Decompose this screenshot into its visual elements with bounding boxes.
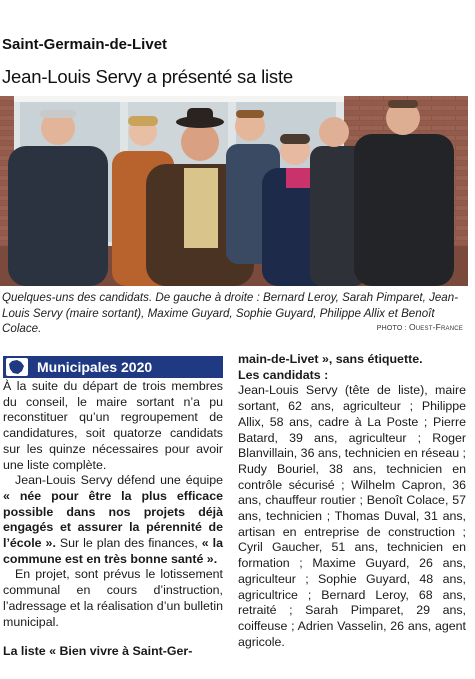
candidates-heading: Les candidats : xyxy=(238,367,329,382)
article-paragraph-1: À la suite du départ de trois membres du conseil, le maire sortant n’a pu reconstituer qu’un regroupement de candidatures, soit quatorze candidats sur les quinze nécessaires pour avoir une liste complète. xyxy=(3,379,223,472)
photo-credit xyxy=(377,322,463,332)
list-subheading-start: La liste « Bien vivre à Saint-Ger- xyxy=(3,644,193,659)
article-headline: Jean-Louis Servy a présenté sa liste xyxy=(2,66,294,87)
photo-caption: Quelques-uns des candidats. De gauche à droite : Bernard Leroy, Sarah Pimparet, Jean-Louis Servy (maire sortant), Maxime Guyard, Sophie Guyard, Philippe Allix et Benoît Colace. xyxy=(2,291,459,336)
article-paragraph-3: En projet, sont prévus le lotissement communal en cours d’instruction, l’adressage et la réalisation d’un bulletin municipal. xyxy=(3,567,223,629)
paragraph-2-middle: Sur le plan des finances, xyxy=(55,536,202,551)
article-column-left xyxy=(3,379,223,660)
article-column-right xyxy=(238,352,466,650)
article-location-kicker: Saint-Germain-de-Livet xyxy=(2,36,168,53)
list-subheading-continuation: main-de-Livet », sans étiquette. xyxy=(238,352,423,366)
photo-credit-label: PHOTO : xyxy=(376,325,409,332)
group-photo-illustration xyxy=(0,96,468,286)
section-banner-label: Municipales 2020 xyxy=(37,359,153,375)
section-banner xyxy=(3,356,223,378)
paragraph-2-intro: Jean-Louis Servy défend une équipe xyxy=(15,473,223,488)
france-map-icon xyxy=(6,358,28,376)
paragraph-2-quote-2: « la commune est en très bonne santé ». xyxy=(3,536,223,566)
photo-credit-source: Ouest-France xyxy=(408,322,463,332)
paragraph-2-quote-1: « née pour être la plus efficace possible dans nos projets déjà engagés et assurer la pérennité de l’école ». xyxy=(3,488,223,551)
candidates-list: Jean-Louis Servy (tête de liste), maire sortant, 62 ans, agriculteur ; Philippe Allix, 58 ans, cadre à La Poste ; Pierre Batard, 39 ans, agriculteur ; Roger Blanvillain, 36 ans, technicien en réseau ; Rudy Bouriel, 38 ans, technicien en contrôle sécurisé ; Wilhelm Capron, 36 ans, chauffeur routier ; Benoît Colace, 57 ans, technicien ; Thomas Duval, 31 ans, artisan en entreprise de construction ; Cyril Gaucher, 51 ans, technicien en formation ; Maxime Guyard, 26 ans, agriculteur ; Sophie Guyard, 48 ans, agricultrice ; Bernard Leroy, 68 ans, retraité ; Sarah Pimparet, 29 ans, coiffeuse ; Adrien Vasselin, 26 ans, agent agricole. xyxy=(238,383,466,649)
article-photo xyxy=(0,96,468,286)
article-paragraph-2 xyxy=(3,473,223,567)
